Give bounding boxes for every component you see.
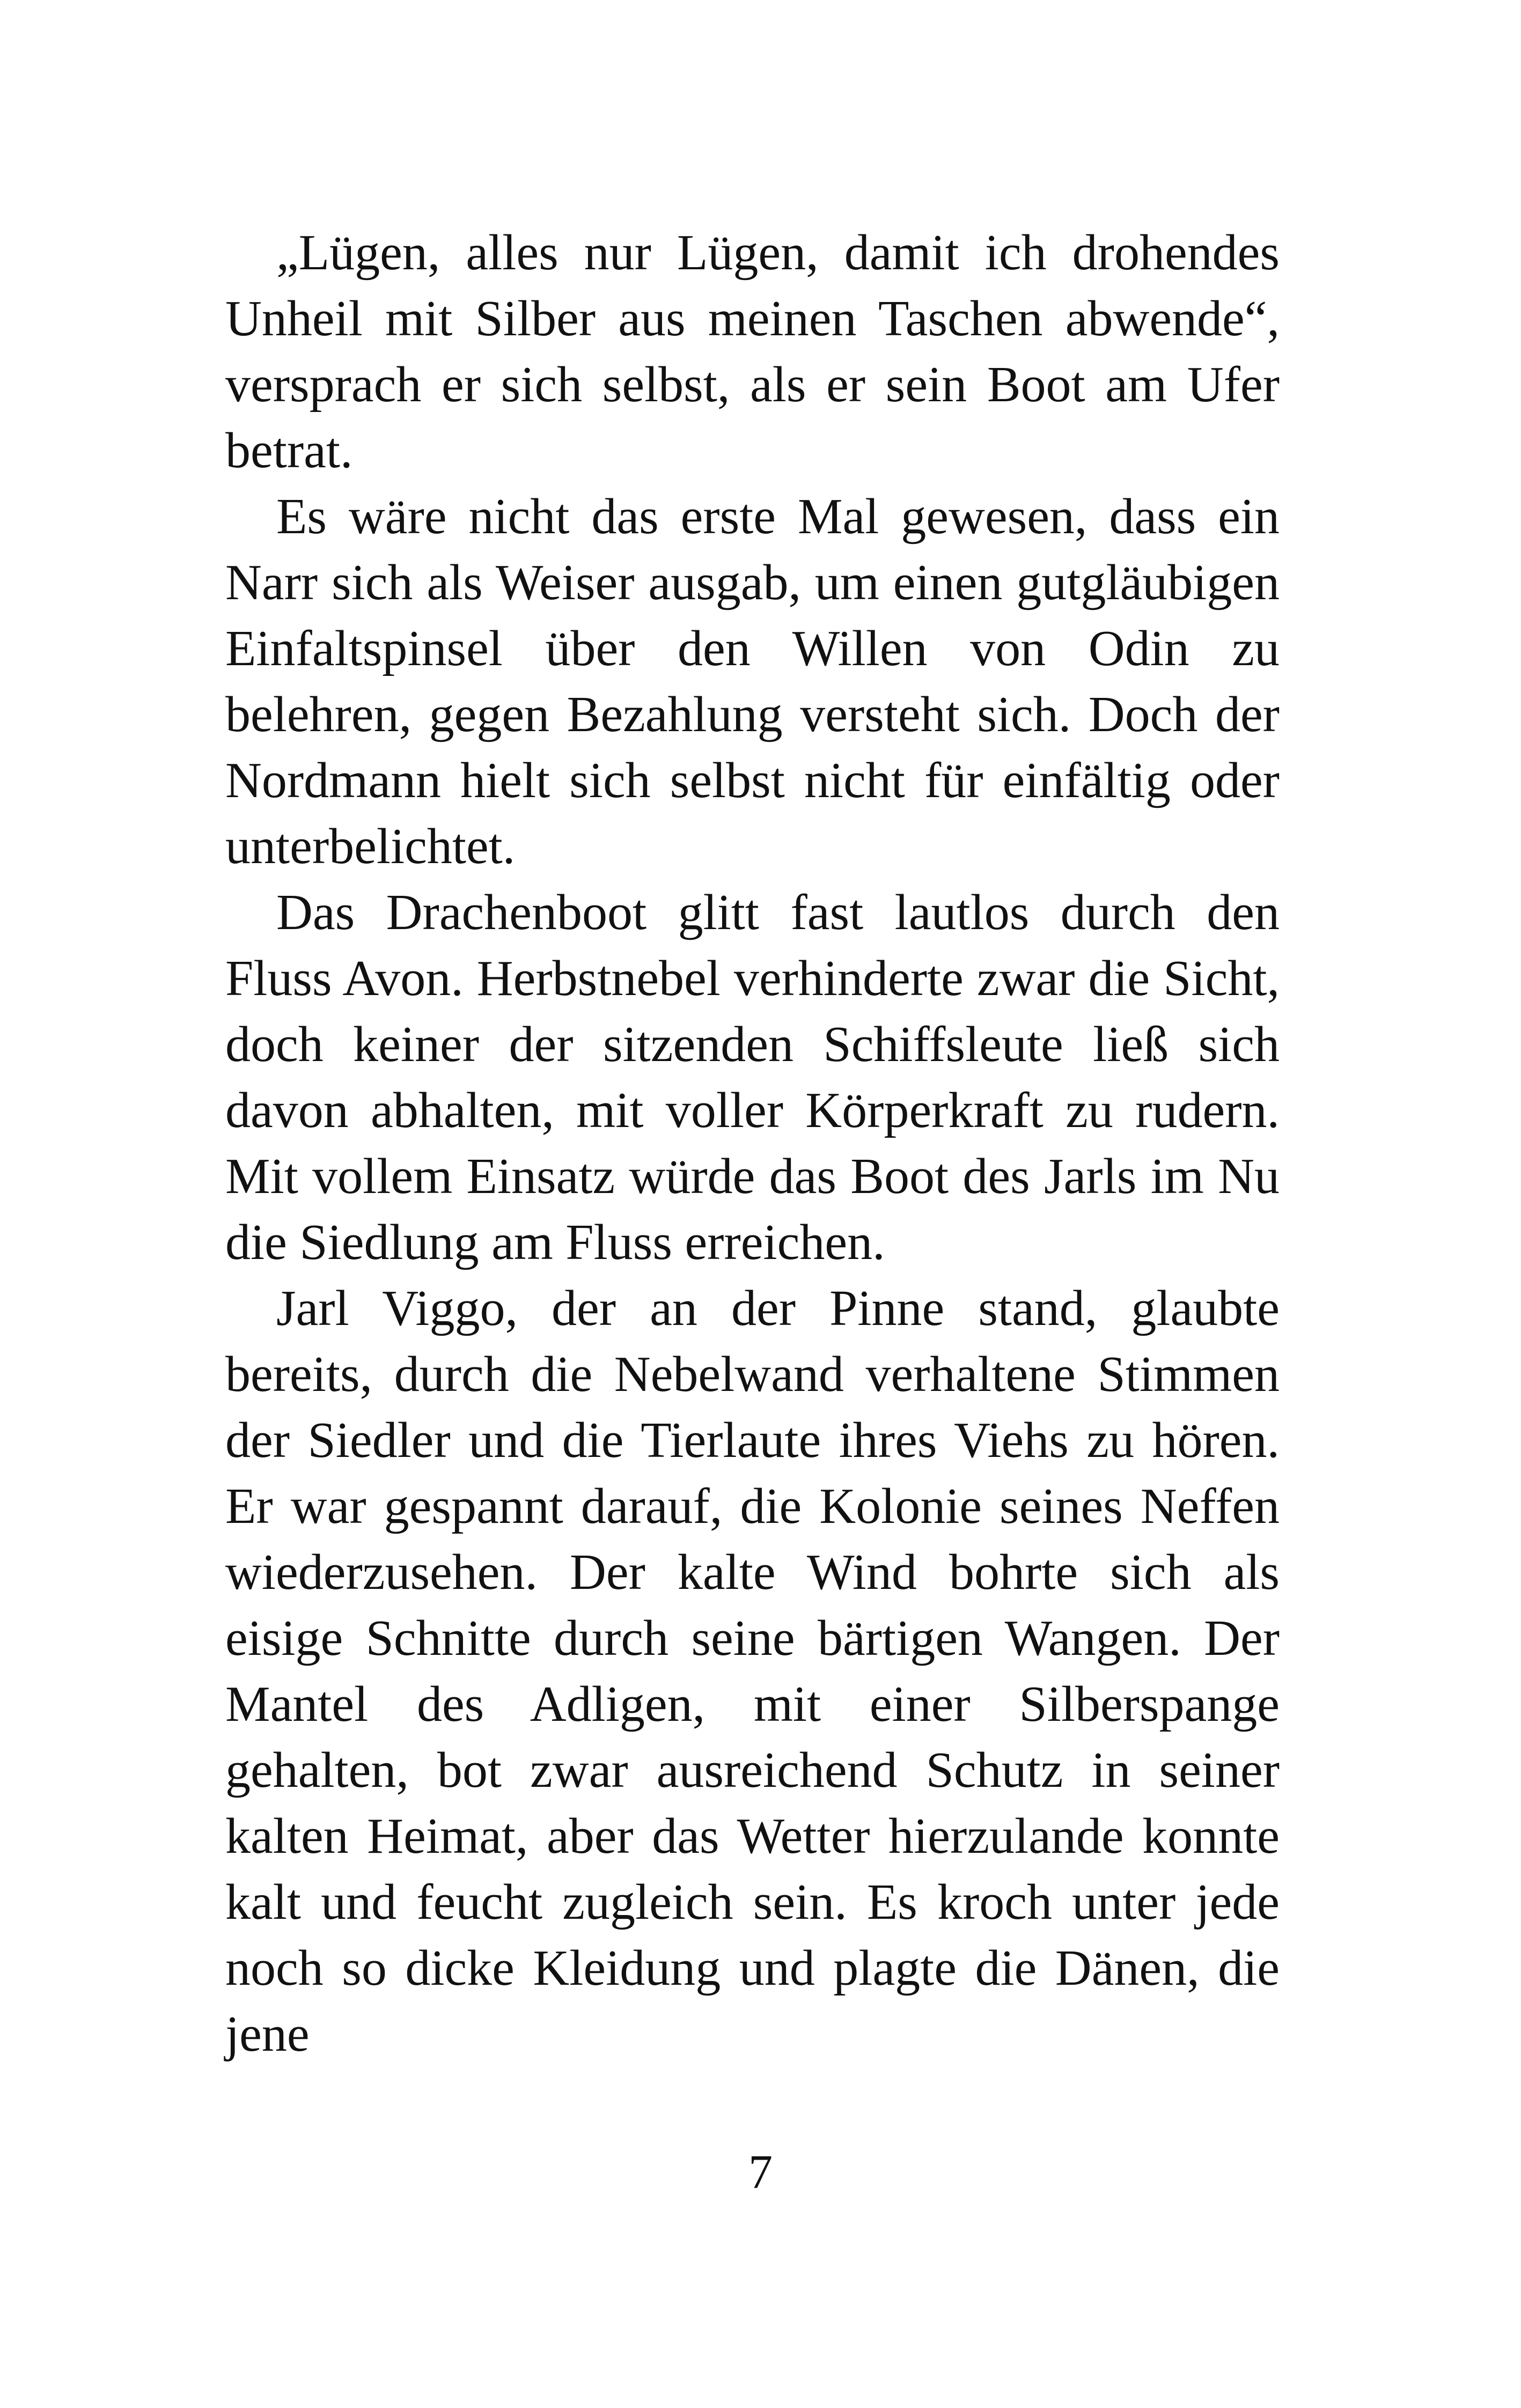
paragraph: Jarl Viggo, der an der Pinne stand, glaubte bereits, durch die Nebelwand verhaltene Stimmen der Siedler und die Tierlaute ihres Viehs zu hören. Er war gespannt darauf, die Kolonie seines Neffen wiederzusehen. Der kalte Wind bohrte sich als eisige Schnitte durch seine bärtigen Wangen. Der Mantel des Adligen, mit einer Silberspange gehalten, bot zwar ausreichend Schutz in seiner kalten Heimat, aber das Wetter hierzulande konnte kalt und feucht zugleich sein. Es kroch unter jede noch so dicke Kleidung und plagte die Dänen, die jene [225,1280,1280,2062]
paragraph: „Lügen, alles nur Lügen, damit ich drohendes Unheil mit Silber aus meinen Taschen abwende“, versprach er sich selbst, als er sein Boot am Ufer betrat. [225,225,1280,478]
paragraph: Das Drachenboot glitt fast lautlos durch den Fluss Avon. Herbstnebel verhinderte zwar die Sicht, doch keiner der sitzenden Schiffsleute ließ sich davon abhalten, mit voller Körperkraft zu rudern. Mit vollem Einsatz würde das Boot des Jarls im Nu die Siedlung am Fluss erreichen. [225,885,1280,1270]
paragraph: Es wäre nicht das erste Mal gewesen, dass ein Narr sich als Weiser ausgab, um einen gutgläubigen Einfaltspinsel über den Willen von Odin zu belehren, gegen Bezahlung versteht sich. Doch der Nordmann hielt sich selbst nicht für einfältig oder unterbelichtet. [225,489,1280,874]
body-text [225,220,1280,2067]
page-number: 7 [748,2146,773,2199]
